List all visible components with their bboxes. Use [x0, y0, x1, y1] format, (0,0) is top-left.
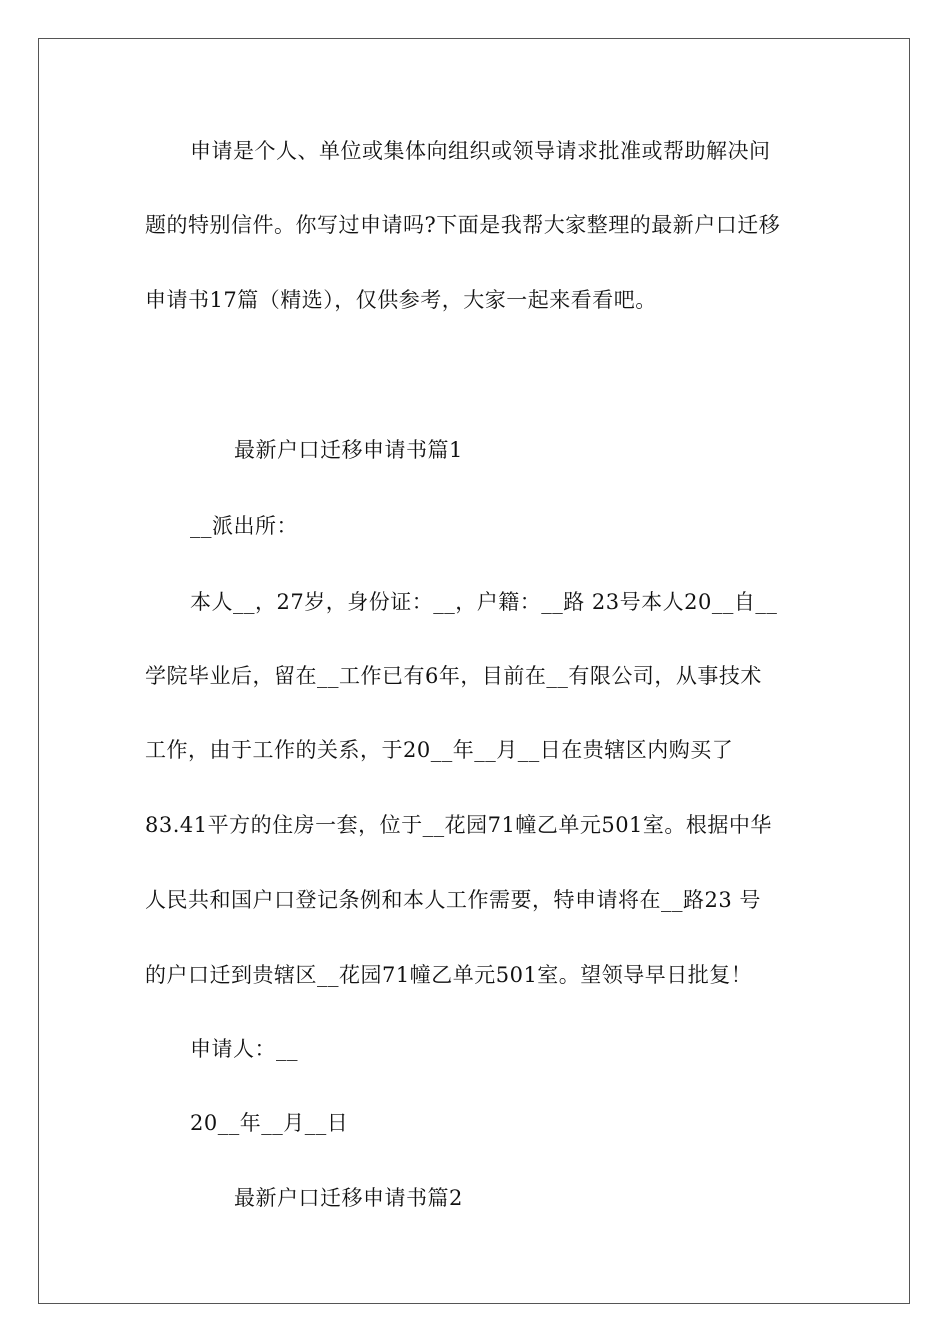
- section1-salutation: __派出所：: [190, 514, 298, 538]
- intro-line-1: 申请是个人、单位或集体向组织或领导请求批准或帮助解决问: [190, 139, 771, 163]
- section1-body-line-2: 学院毕业后，留在__工作已有6年，目前在__有限公司，从事技术: [145, 664, 762, 688]
- section2-heading: 最新户口迁移申请书篇2: [234, 1186, 463, 1210]
- section1-heading: 最新户口迁移申请书篇1: [234, 438, 463, 462]
- section1-body-line-6: 的户口迁到贵辖区__花园71幢乙单元501室。望领导早日批复！: [145, 963, 753, 987]
- intro-line-3: 申请书17篇（精选），仅供参考，大家一起来看看吧。: [145, 288, 657, 312]
- section1-body-line-3: 工作，由于工作的关系，于20__年__月__日在贵辖区内购买了: [145, 738, 734, 762]
- section1-date: 20__年__月__日: [190, 1111, 349, 1135]
- section1-applicant: 申请人：__: [190, 1037, 298, 1061]
- intro-line-2: 题的特别信件。你写过申请吗?下面是我帮大家整理的最新户口迁移: [145, 213, 781, 237]
- section1-body-line-5: 人民共和国户口登记条例和本人工作需要，特申请将在__路23 号: [145, 888, 761, 912]
- section1-body-line-4: 83.41平方的住房一套，位于__花园71幢乙单元501室。根据中华: [145, 813, 772, 837]
- section1-body-line-1: 本人__，27岁，身份证：__，户籍：__路 23号本人20__自__: [190, 590, 778, 614]
